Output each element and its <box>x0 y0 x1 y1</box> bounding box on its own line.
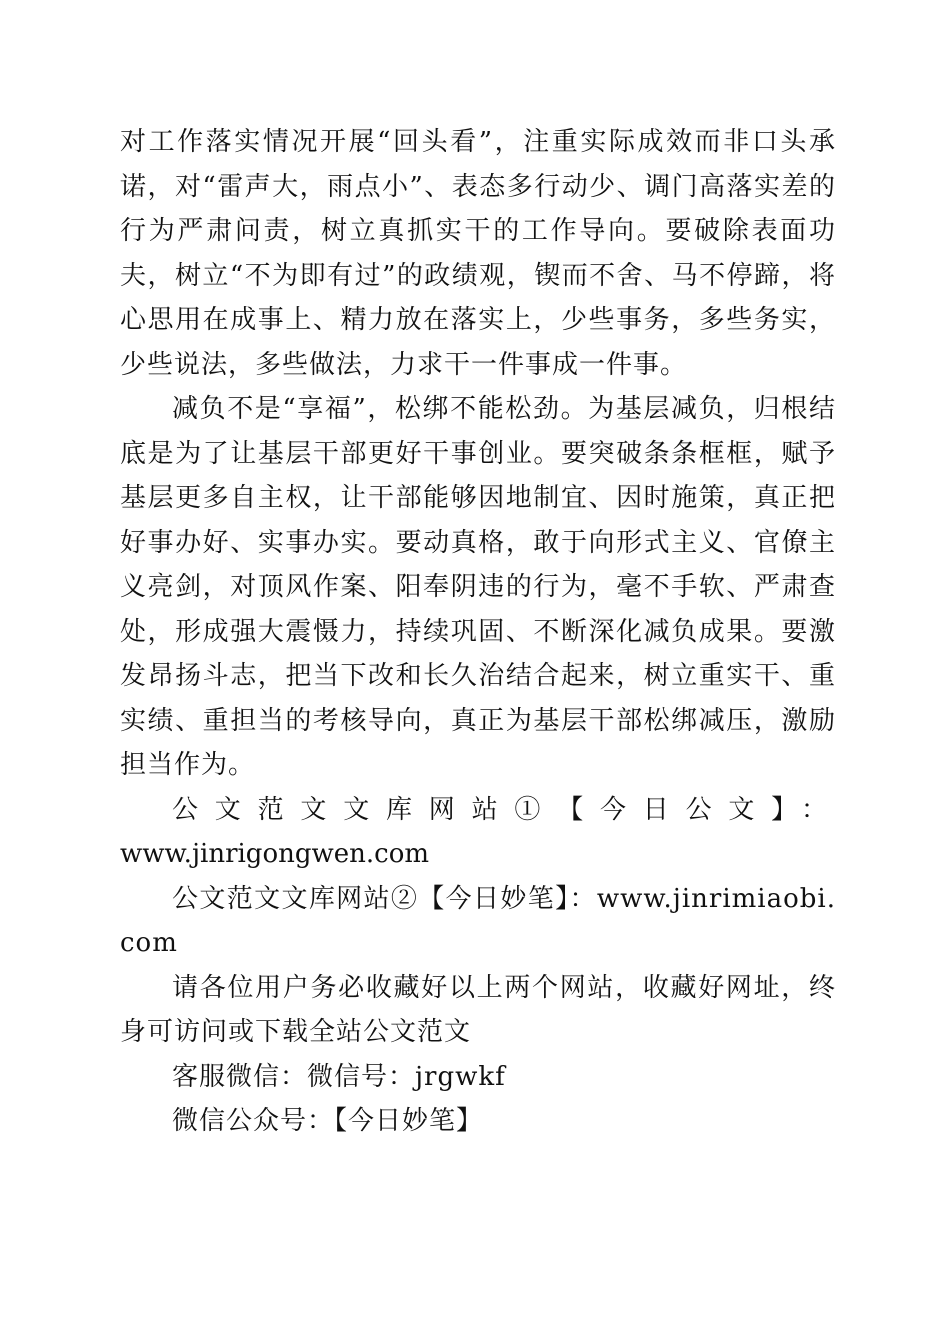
site-line-2: 公文范文文库网站②【今日妙笔】：www.jinrimiaobi.com <box>120 883 836 958</box>
wechat-public-line: 微信公众号：【今日妙笔】 <box>172 1106 484 1136</box>
site-line-1: 公文范文文库网站①【今日公文】： <box>172 794 836 825</box>
paragraph-2: 减负不是“享福”，松绑不能松劲。为基层减负，归根结底是为了让基层干部更好干事创业。要突破条条框框，赋予基层更多自主权，让干部能够因地制宜、因时施策，真正把好事办好、实事办实。要动真格，敢于向形式主义、官僚主义亮剑，对顶风作案、阳奉阴违的行为，毫不手软、严肃查处，形成强大震慑力，持续巩固、不断深化减负成果。要激发昂扬斗志，把当下改和长久治结合起来，树立重实干、重实绩、重担当的考核导向，真正为基层干部松绑减压，激励担当作为。 <box>120 394 836 780</box>
paragraph-1: 对工作落实情况开展“回头看”，注重实际成效而非口头承诺，对“雷声大，雨点小”、表态多行动少、调门高落实差的行为严肃问责，树立真抓实干的工作导向。要破除表面功夫，树立“不为即有过”的政绩观，锲而不舍、马不停蹄，将心思用在成事上、精力放在落实上，少些事务，多些务实，少些说法，多些做法，力求干一件事成一件事。 <box>120 127 836 380</box>
site-url-1: www.jinrigongwen.com <box>120 839 430 869</box>
notice-paragraph: 请各位用户务必收藏好以上两个网站，收藏好网址，终身可访问或下载全站公文范文 <box>120 972 836 1047</box>
document-body <box>120 120 836 1144</box>
wechat-service-line: 客服微信：微信号：jrgwkf <box>172 1061 506 1092</box>
